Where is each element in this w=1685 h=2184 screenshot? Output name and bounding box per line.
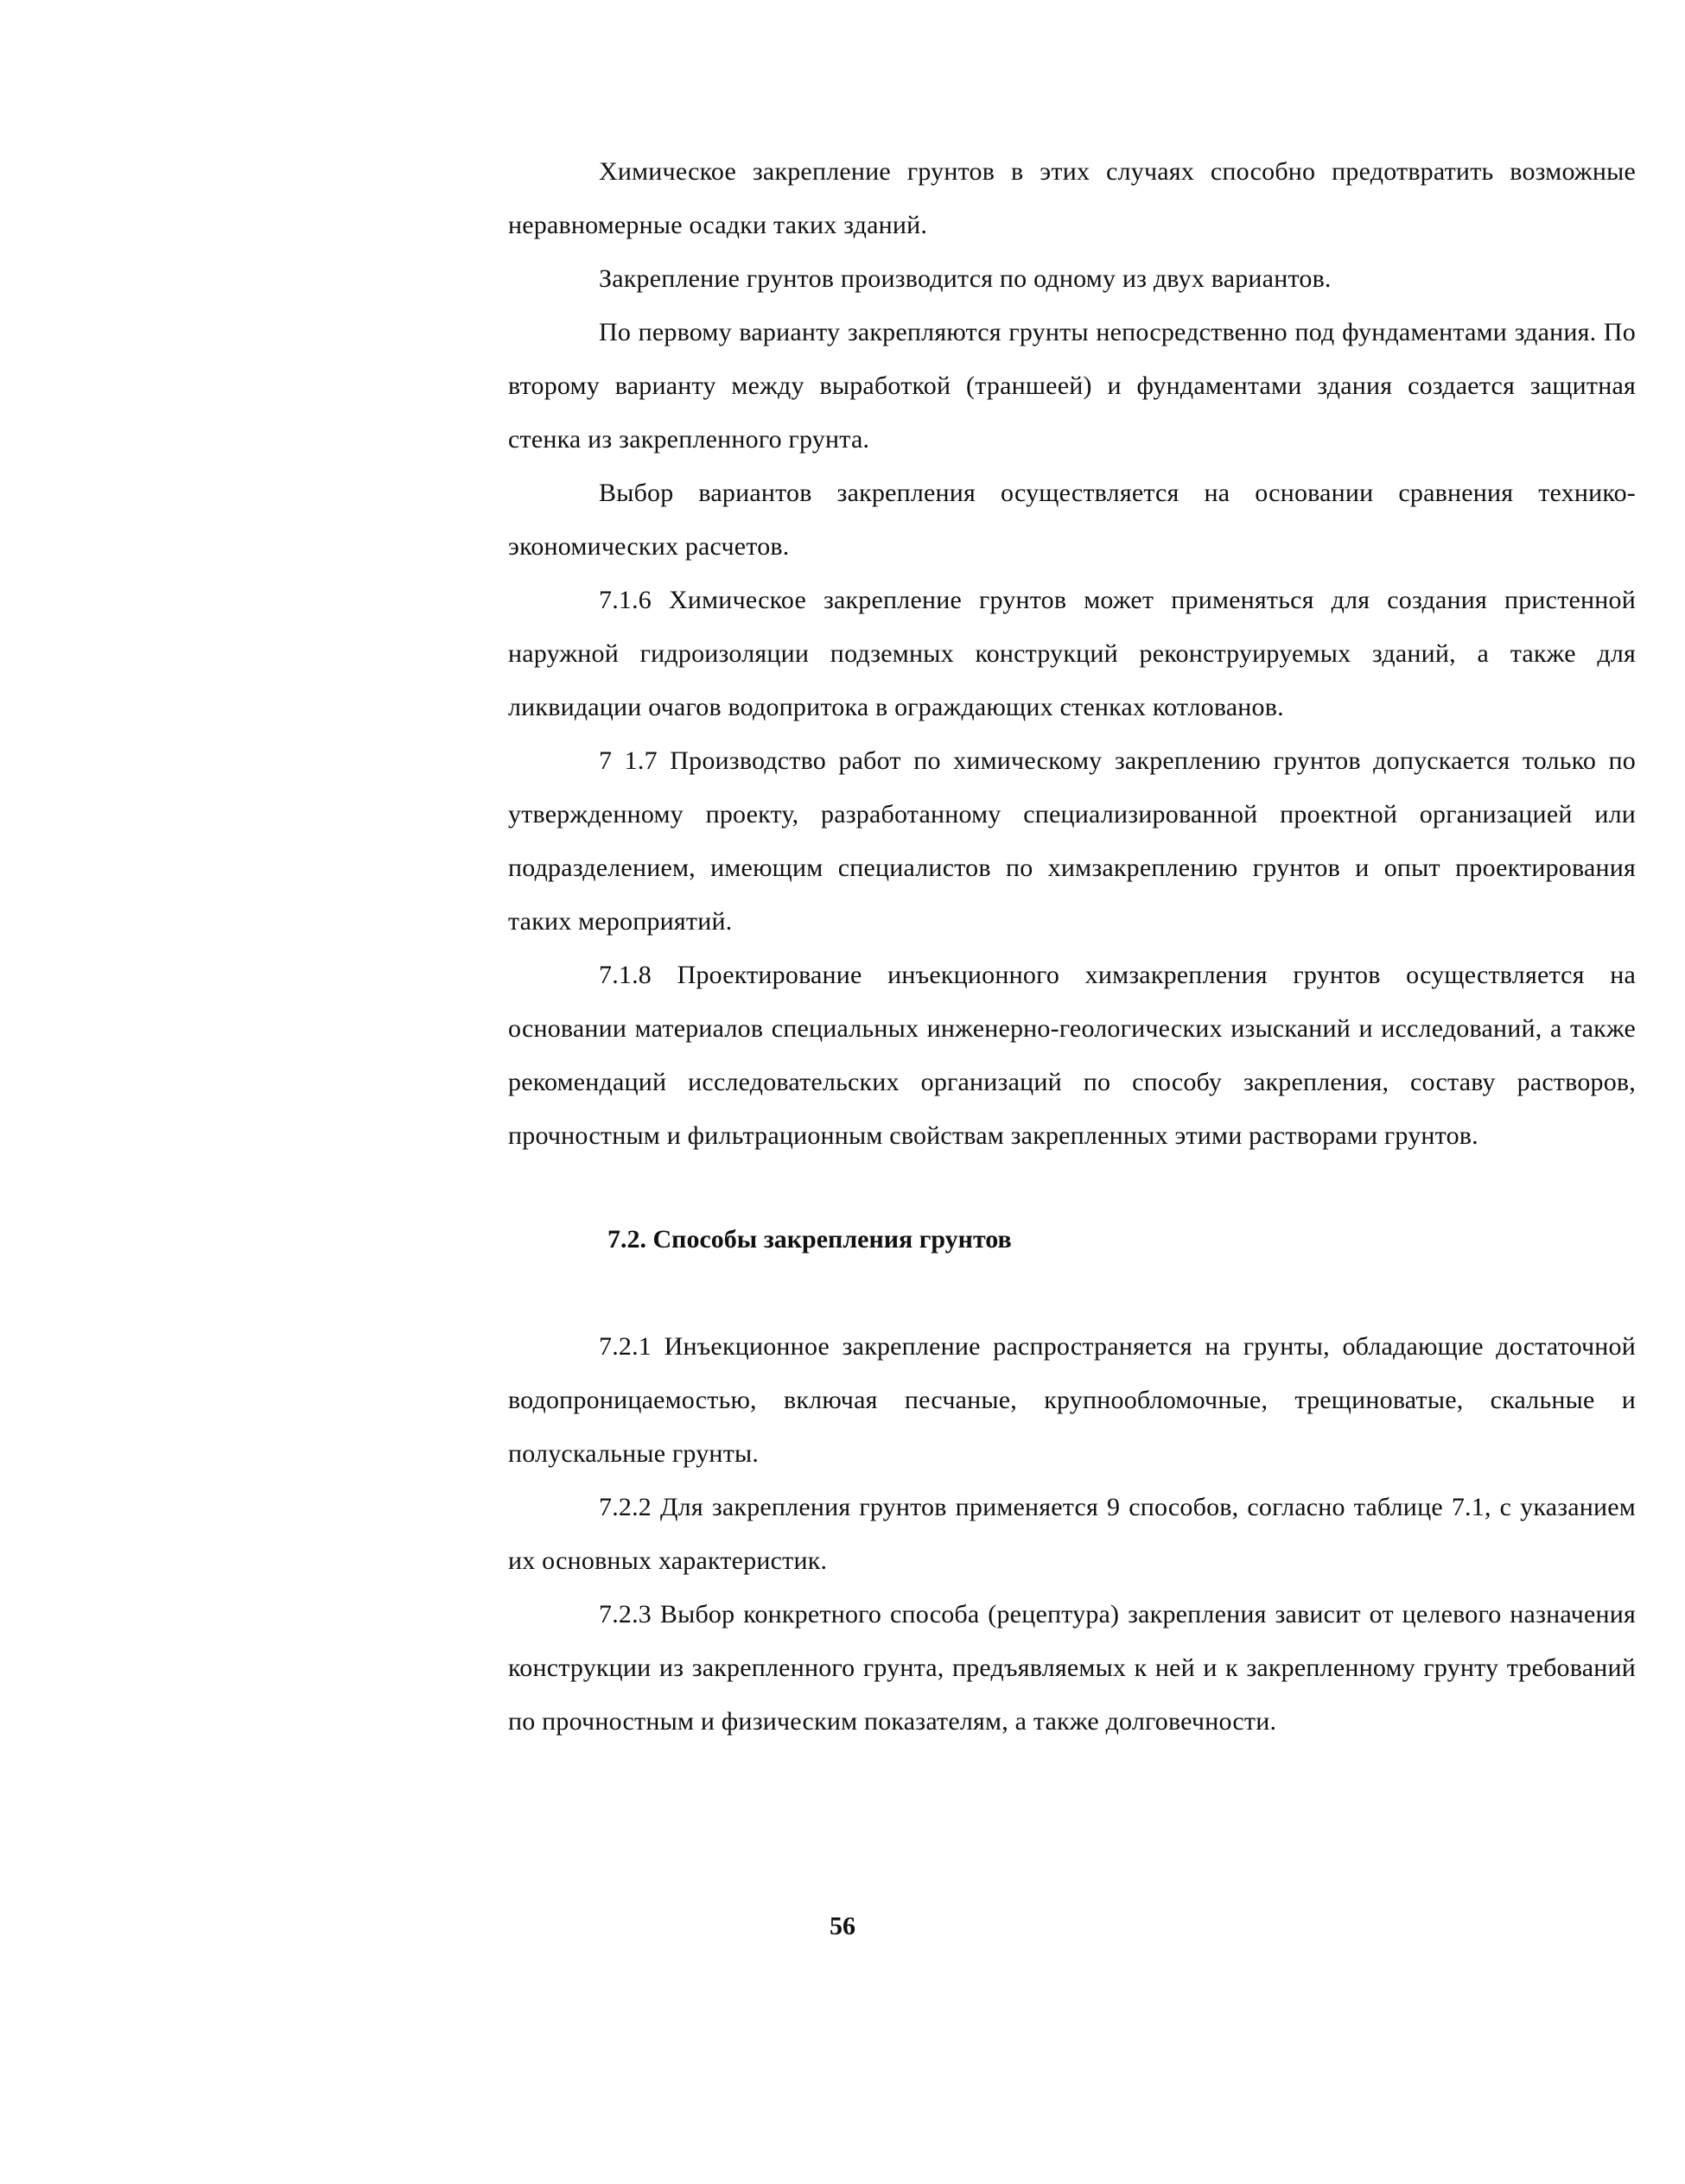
paragraph: Выбор вариантов закрепления осуществляется на основании сравнения технико-экономических расчетов. xyxy=(508,479,1636,561)
paragraph: Химическое закрепление грунтов в этих случаях способно предотвратить возможные неравномерные осадки таких зданий. xyxy=(508,157,1636,239)
paragraph-7-2-2: 7.2.2 Для закрепления грунтов применяется 9 способов, согласно таблице 7.1, с указанием их основных характеристик. xyxy=(508,1493,1636,1575)
paragraph-7-1-6: 7.1.6 Химическое закрепление грунтов может применяться для создания пристенной наружной гидроизоляции подземных конструкций реконструируемых зданий, а также для ликвидации очагов водопритока в ограждающих стенках котлованов. xyxy=(508,586,1636,721)
paragraph-7-1-7: 7 1.7 Производство работ по химическому закреплению грунтов допускается только по утвержденному проекту, разработанному специализированной проектной организацией или подразделением, имеющим специалистов по химзакреплению грунтов и опыт проектирования таких мероприятий. xyxy=(508,746,1636,936)
page-number: 56 xyxy=(830,1912,855,1940)
paragraph-7-2-1: 7.2.1 Инъекционное закрепление распространяется на грунты, обладающие достаточной водопроницаемостью, включая песчаные, крупнообломочные, трещиноватые, скальные и полускальные грунты. xyxy=(508,1332,1636,1468)
paragraph-7-1-8: 7.1.8 Проектирование инъекционного химзакрепления грунтов осуществляется на основании материалов специальных инженерно-геологических изысканий и исследований, а также рекомендаций исследовательских организаций по способу закрепления, составу растворов, прочностным и фильтрационным свойствам закрепленных этими растворами грунтов. xyxy=(508,961,1636,1150)
spacer xyxy=(508,1267,1636,1320)
paragraph: По первому варианту закрепляются грунты непосредственно под фундаментами здания. По второму варианту между выработкой (траншеей) и фундаментами здания создается защитная стенка из закрепленного грунта. xyxy=(508,318,1636,454)
section-heading: 7.2. Способы закрепления грунтов xyxy=(607,1225,1012,1254)
document-body xyxy=(508,145,1636,1749)
paragraph: Закрепление грунтов производится по одному из двух вариантов. xyxy=(599,264,1332,293)
paragraph-7-2-3: 7.2.3 Выбор конкретного способа (рецептура) закрепления зависит от целевого назначения конструкции из закрепленного грунта, предъявляемых к ней и к закрепленному грунту требований по прочностным и физическим показателям, а также долговечности. xyxy=(508,1600,1636,1736)
spacer xyxy=(508,1163,1636,1213)
